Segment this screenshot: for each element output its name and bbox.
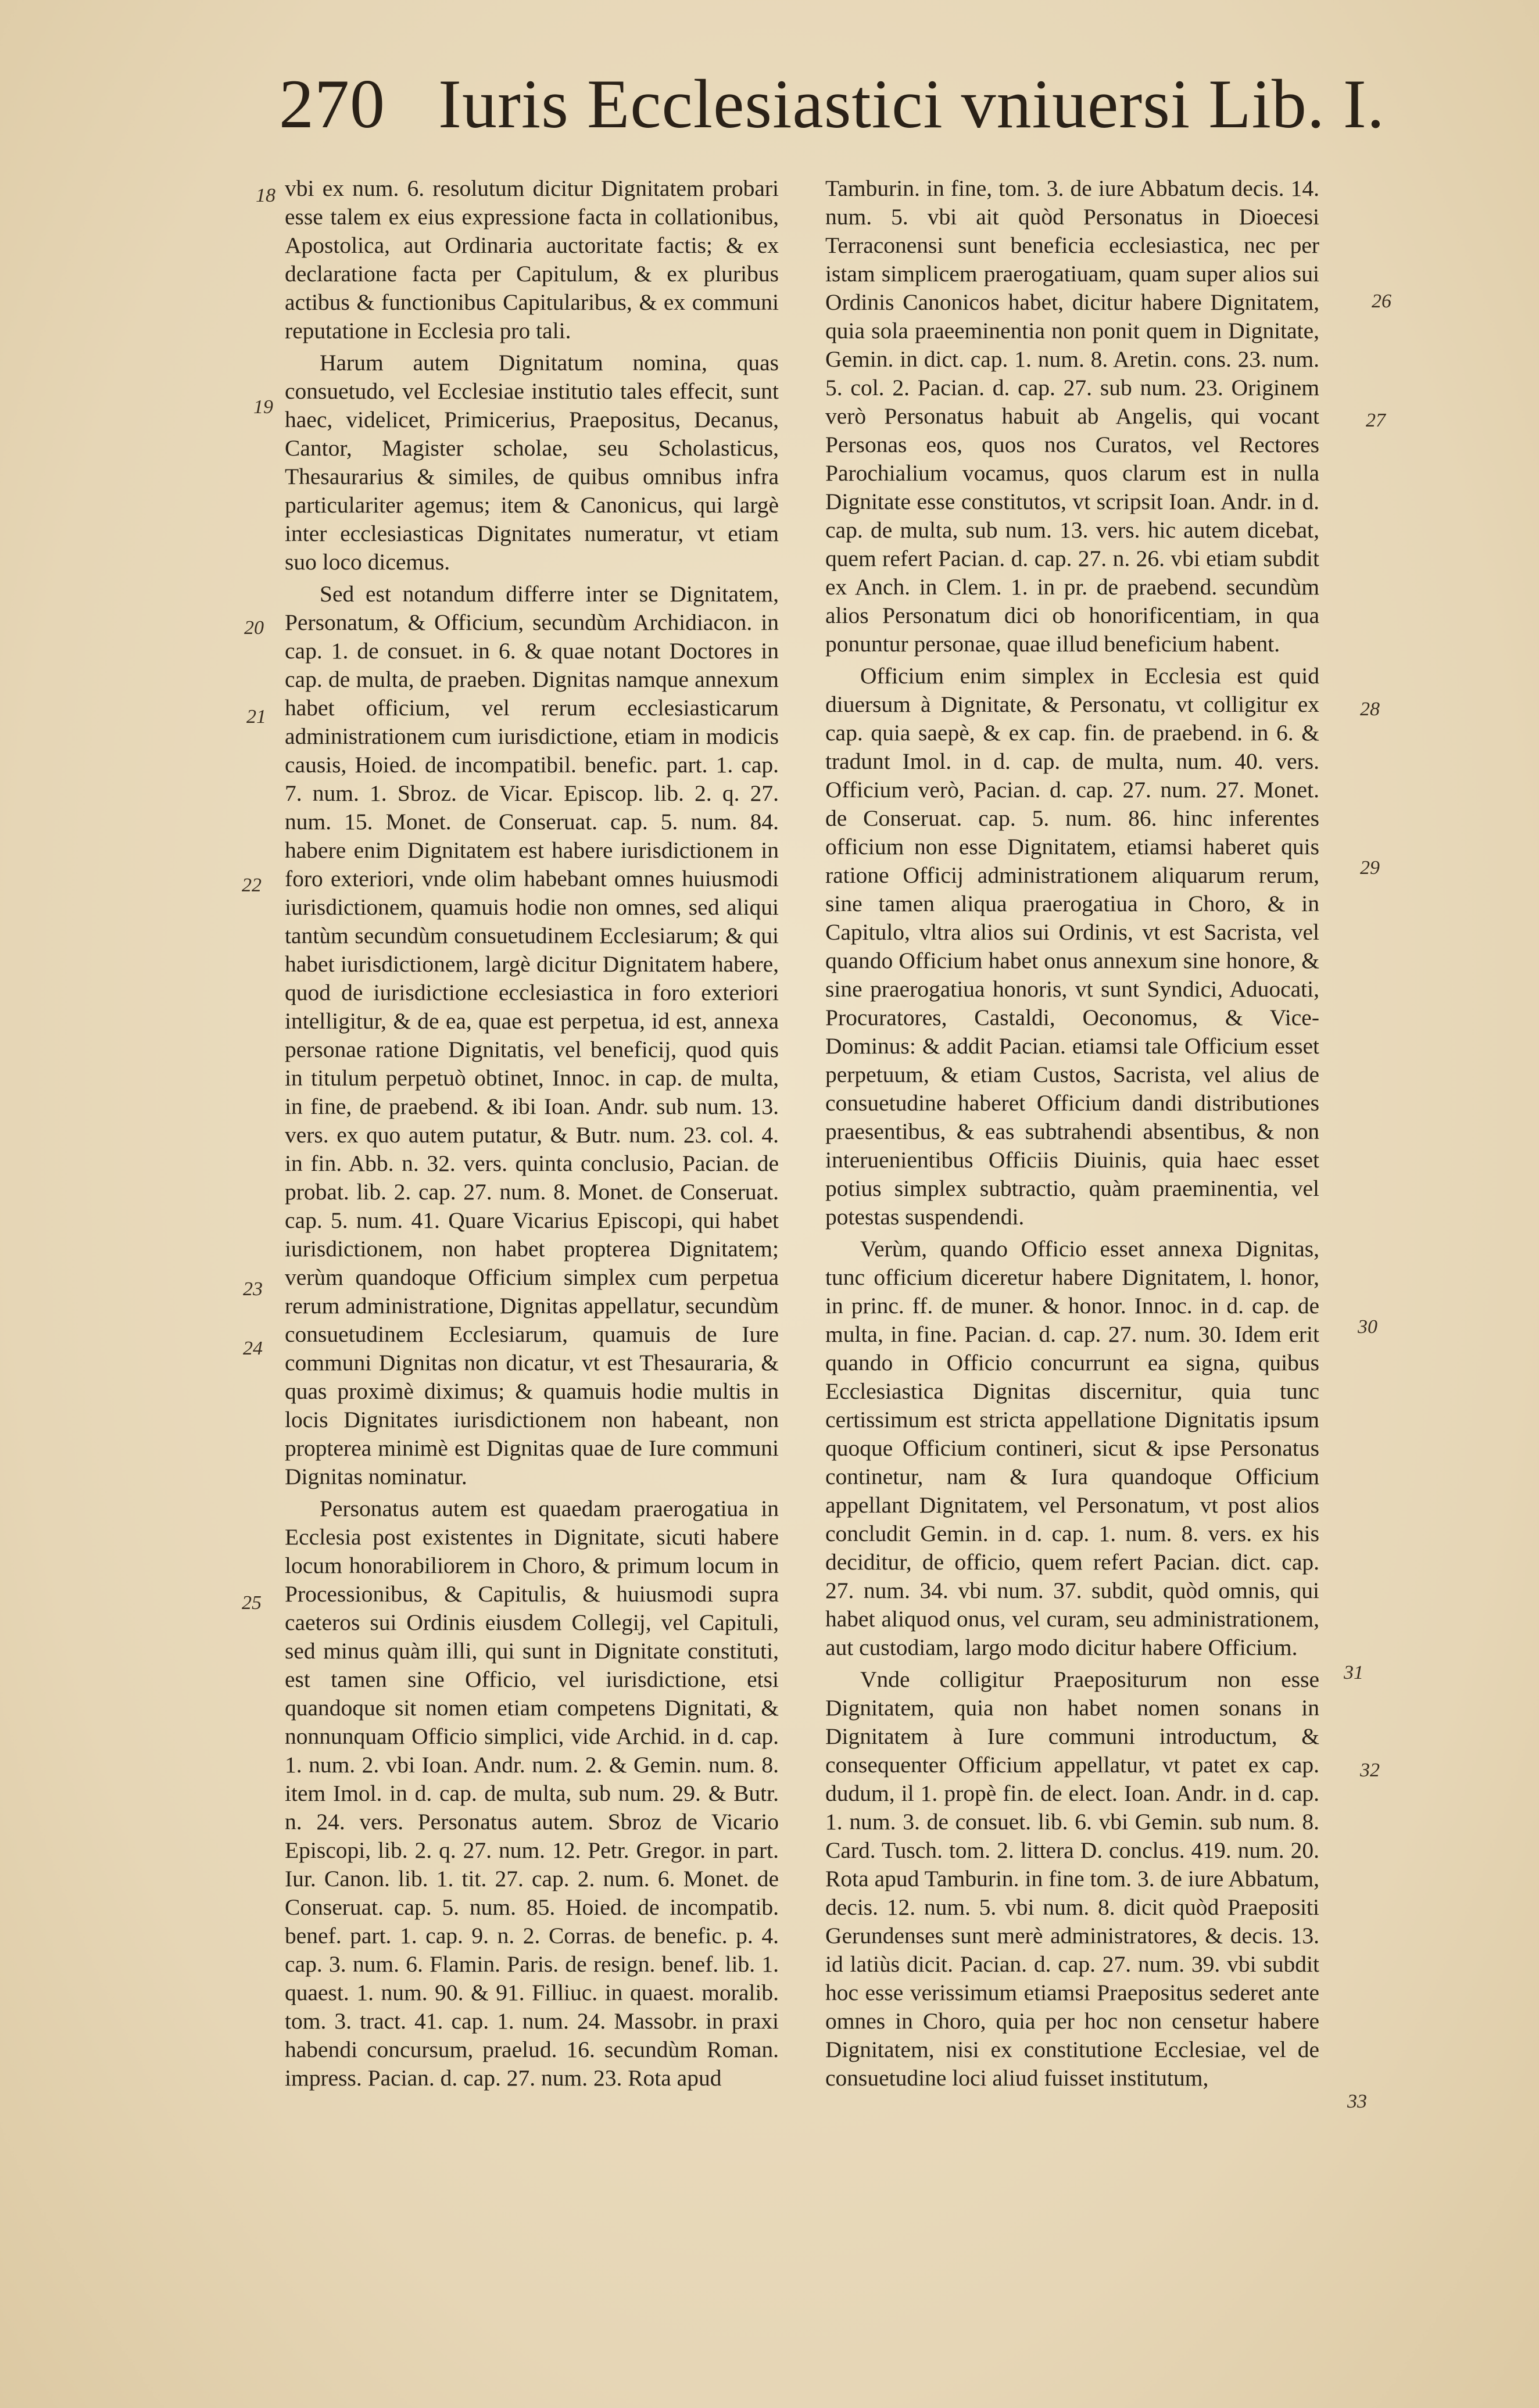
paragraph: vbi ex num. 6. resolutum dicitur Dignitatem probari esse talem ex eius expressione facta in collationibus, Apostolica, aut Ordinaria auctoritate factis; & ex declaratione facta per Capitulum, & ex pluribus actibus & functionibus Capitularibus, & ex communi reputatione in Ecclesia pro tali.: [285, 175, 779, 343]
margin-number: 33: [1347, 2091, 1367, 2112]
margin-number: 19: [253, 396, 273, 418]
page-header: [279, 64, 1383, 180]
margin-number: 25: [242, 1592, 262, 1614]
margin-number: 18: [256, 185, 275, 206]
margin-number: 29: [1360, 857, 1380, 879]
paragraph: Officium enim simplex in Ecclesia est quid diuersum à Dignitate, & Personatu, vt colligitur ex cap. quia saepè, & ex cap. fin. de praebend. in 6. & tradunt Imol. in d. cap. de multa, num. 40. vers. Officium verò, Pacian. d. cap. 27. num. 27. Monet. de Conseruat. cap. 5. num. 86. hinc inferentes officium non esse Dignitatem, etiamsi haberet quis ratione Officij administrationem aliquarum rerum, sine tamen aliqua praerogatiua in Choro, & in Capitulo, vltra alios sui Ordinis, vt est Sacrista, vel quando Officium habet onus annexum sine honore, & sine praerogatiua honoris, vt sunt Syndici, Aduocati, Procuratores, Castaldi, Oeconomus, & Vice-Dominus: & addit Pacian. etiamsi tale Officium esset perpetuum, & etiam Custos, Sacrista, vel alius de consuetudine haberet Officium dandi distributiones praesentibus, & eas subtrahendi absentibus, & non interuenientibus Officiis Diuinis, quia haec esset potius simplex subtractio, quàm praeminentia, vel potestas suspendendi.: [825, 663, 1319, 1230]
margin-number: 20: [244, 617, 264, 639]
margin-number: 27: [1366, 410, 1386, 431]
paragraph: Vnde colligitur Praepositurum non esse Dignitatem, quia non habet nomen sonans in Dignitatem à Iure communi introductum, & consequenter Officium appellatur, vt patet ex cap. dudum, il 1. propè fin. de elect. Ioan. Andr. in d. cap. 1. num. 3. de consuet. lib. 6. vbi Gemin. sub num. 8. Card. Tusch. tom. 2. littera D. conclus. 419. num. 20. Rota apud Tamburin. in fine tom. 3. de iure Abbatum, decis. 12. num. 5. vbi num. 8. dicit quòd Praepositi Gerundenses sunt merè administratores, & decis. 13. id latiùs dicit. Pacian. d. cap. 27. num. 39. vbi subdit hoc esse verissimum etiamsi Praepositus sederet ante omnes in Choro, quia per hoc non censetur habere Dignitatem, nisi ex constitutione Ecclesiae, vel de consuetudine loci aliud fuisset institutum,: [825, 1667, 1319, 2091]
paragraph: Verùm, quando Officio esset annexa Dignitas, tunc officium diceretur habere Dignitatem, l. honor, in princ. ff. de muner. & honor. Innoc. in d. cap. de multa, in fine. Pacian. d. cap. 27. num. 30. Idem erit quando in Officio concurrunt ea signa, quibus Ecclesiastica Dignitas discernitur, quia tunc certissimum est stricta appellatione Dignitatis ipsum quoque Officium contineri, sicut & ipse Personatus continetur, nam & Iura quandoque Officium appellant Dignitatem, vel Personatum, vt post alios concludit Gemin. in d. cap. 1. num. 8. vers. ex his deciditur, de officio, quem refert Pacian. dict. cap. 27. num. 34. vbi num. 37. subdit, quòd omnis, qui habet aliquod onus, vel curam, seu administrationem, aut custodiam, largo modo dicitur habere Officium.: [825, 1236, 1319, 1660]
running-title: Iuris Ecclesiastici vniuersi Lib. I.: [438, 65, 1385, 142]
margin-number: 28: [1360, 698, 1380, 720]
margin-number: 21: [246, 706, 266, 728]
paragraph: Personatus autem est quaedam praerogatiua in Ecclesia post existentes in Dignitate, sicuti habere locum honorabiliorem in Choro, & primum locum in Processionibus, & Capitulis, & huiusmodi supra caeteros sui Ordinis eiusdem Collegij, vel Capituli, sed minus quàm illi, qui sunt in Dignitate constituti, est tamen sine Officio, vel iurisdictione, etsi quandoque sit nomen etiam competens Dignitati, & nonnunquam Officio simplici, vide Archid. in d. cap. 1. num. 2. vbi Ioan. Andr. num. 2. & Gemin. num. 8. item Imol. in d. cap. de multa, sub num. 29. & Butr. n. 24. vers. Personatus autem. Sbroz de Vicario Episcopi, lib. 2. q. 27. num. 12. Petr. Gregor. in part. Iur. Canon. lib. 1. tit. 27. cap. 2. num. 6. Monet. de Conseruat. cap. 5. num. 85. Hoied. de incompatib. benef. part. 1. cap. 9. n. 2. Corras. de benefic. p. 4. cap. 3. num. 6. Flamin. Paris. de resign. benef. lib. 1. quaest. 1. num. 90. & 91. Filliuc. in quaest. moralib. tom. 3. tract. 41. cap. 1. num. 24. Massobr. in praxi habendi concursum, praelud. 16. secundùm Roman. impress. Pacian. d. cap. 27. num. 23. Rota apud: [285, 1496, 779, 2091]
margin-number: 23: [243, 1278, 263, 1300]
right-column: [825, 174, 1319, 2096]
margin-number: 26: [1372, 291, 1391, 312]
margin-number: 22: [242, 875, 262, 896]
page-number: 270: [279, 65, 385, 142]
margin-number: 30: [1358, 1316, 1377, 1338]
paragraph: Tamburin. in fine, tom. 3. de iure Abbatum decis. 14. num. 5. vbi ait quòd Personatus in Dioecesi Terraconensi sunt beneficia ecclesiastica, nec per istam simplicem praerogatiuam, quam super alios sui Ordinis Canonicos habet, dicitur habere Dignitatem, quia sola praeeminentia non ponit quem in Dignitate, Gemin. in dict. cap. 1. num. 8. Aretin. cons. 23. num. 5. col. 2. Pacian. d. cap. 27. sub num. 23. Originem verò Personatus habuit ab Angelis, qui vocant Personas eos, quos nos Curatos, vel Rectores Parochialium vocamus, quos clarum est in nulla Dignitate esse constitutos, vt scripsit Ioan. Andr. in d. cap. de multa, sub num. 13. vers. hic autem dicebat, quem refert Pacian. d. cap. 27. n. 26. vbi etiam subdit ex Anch. in Clem. 1. in pr. de praebend. secundùm alios Personatum dici ob honorificentiam, in qua ponuntur personae, quae illud beneficium habent.: [825, 175, 1319, 657]
margin-number: 24: [243, 1338, 263, 1359]
paragraph: Sed est notandum differre inter se Dignitatem, Personatum, & Officium, secundùm Archidiacon. in cap. 1. de consuet. in 6. & quae notant Doctores in cap. de multa, de praeben. Dignitas namque annexum habet officium, vel rerum ecclesiasticarum administrationem cum iurisdictione, etiam in modicis causis, Hoied. de incompatibil. benefic. part. 1. cap. 7. num. 1. Sbroz. de Vicar. Episcop. lib. 2. q. 27. num. 15. Monet. de Conseruat. cap. 5. num. 84. habere enim Dignitatem est habere iurisdictionem in foro exteriori, vnde olim habebant omnes huiusmodi iurisdictionem, quamuis hodie non omnes, sed aliqui tantùm secundùm consuetudinem Ecclesiarum; & qui habet iurisdictionem, largè dicitur Dignitatem habere, quod de iurisdictione ecclesiastica in foro exteriori intelligitur, & de ea, quae est perpetua, id est, annexa personae ratione Dignitatis, vel beneficij, quod quis in titulum perpetuò obtinet, Innoc. in cap. de multa, in fine, de praebend. & ibi Ioan. Andr. sub num. 13. vers. ex quo autem putatur, & Butr. num. 23. col. 4. in fin. Abb. n. 32. vers. quinta conclusio, Pacian. de probat. lib. 2. cap. 27. num. 8. Monet. de Conseruat. cap. 5. num. 41. Quare Vicarius Episcopi, qui habet iurisdictionem, non habet propterea Dignitatem; verùm quandoque Officium simplex cum perpetua rerum administratione, Dignitas appellatur, secundùm consuetudinem Ecclesiarum, quamuis de Iure communi Dignitas non dicatur, vt est Thesauraria, & quas proximè diximus; & quamuis hodie multis in locis Dignitates iurisdictionem non habeant, non propterea minimè est Dignitas quae de Iure communi Dignitas nominatur.: [285, 581, 779, 1489]
margin-number: 31: [1344, 1662, 1363, 1683]
left-column: [285, 174, 779, 2096]
margin-number: 32: [1360, 1760, 1380, 1781]
paragraph: Harum autem Dignitatum nomina, quas consuetudo, vel Ecclesiae institutio tales effecit, sunt haec, videlicet, Primicerius, Praepositus, Decanus, Cantor, Magister scholae, seu Scholasticus, Thesaurarius & similes, de quibus omnibus infra particulariter agemus; item & Canonicus, qui largè inter ecclesiasticas Dignitates numeratur, vt etiam suo loco dicemus.: [285, 350, 779, 575]
